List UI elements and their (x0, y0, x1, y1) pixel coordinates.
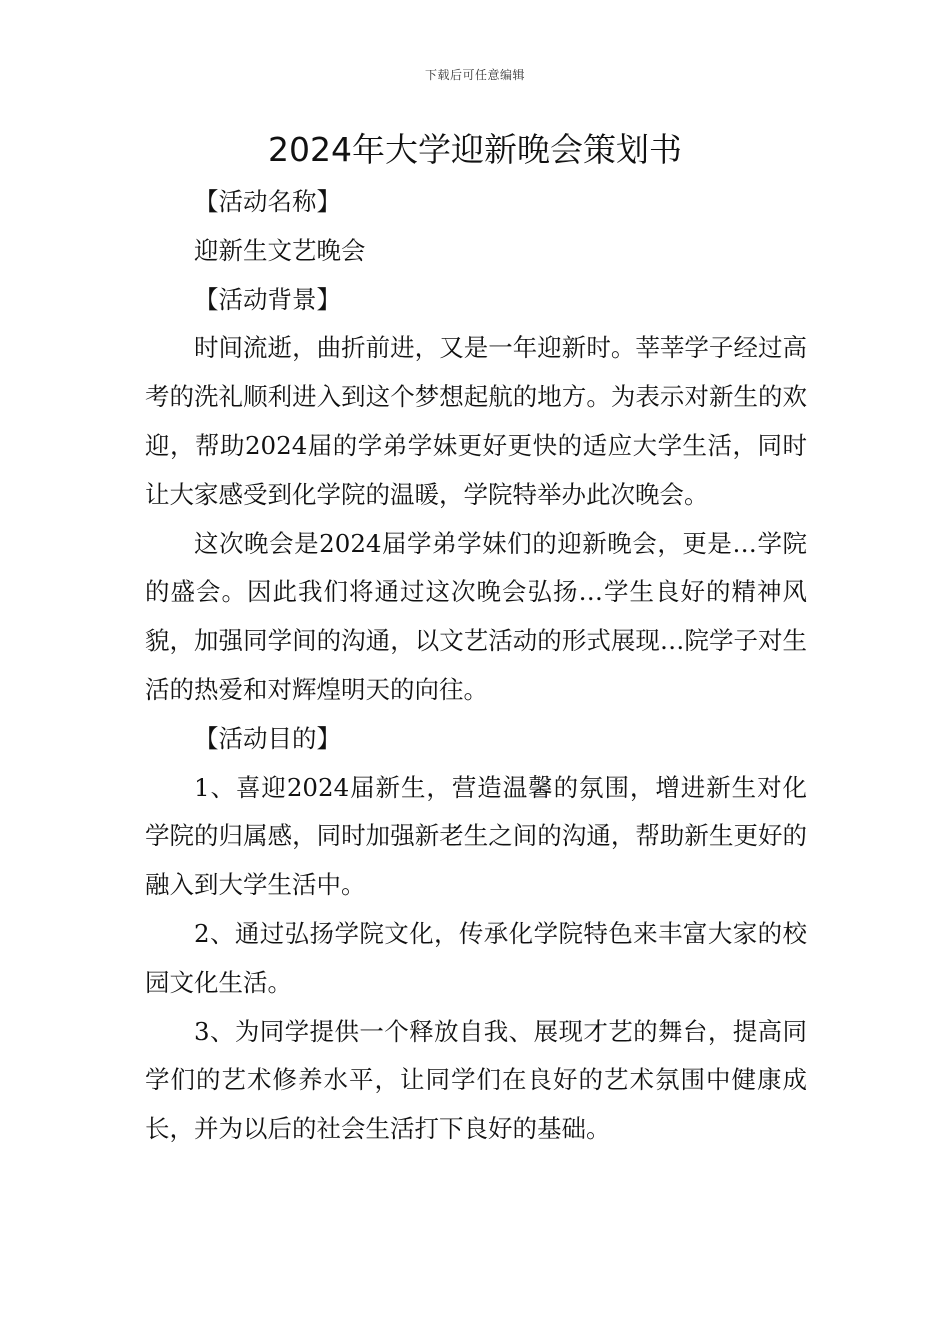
section-heading-purpose: 【活动目的】 (194, 723, 341, 753)
document-body (145, 178, 807, 1154)
background-paragraph-2: 这次晚会是2024届学弟学妹们的迎新晚会，更是…学院的盛会。因此我们将通过这次晚会弘扬…学生良好的精神风貌，加强同学间的沟通，以文艺活动的形式展现…院学子对生活的热爱和对辉煌明天的向往。 (145, 528, 807, 704)
section-heading-background: 【活动背景】 (194, 284, 341, 314)
section-heading-activity-name: 【活动名称】 (194, 187, 341, 216)
purpose-item-1: 1、喜迎2024届新生，营造温馨的氛围，增进新生对化学院的归属感，同时加强新老生之间的沟通，帮助新生更好的融入到大学生活中。 (145, 772, 807, 900)
document-title: 2024年大学迎新晚会策划书 (268, 130, 682, 169)
background-paragraph-1: 时间流逝，曲折前进，又是一年迎新时。莘莘学子经过高考的洗礼顺利进入到这个梦想起航的地方。为表示对新生的欢迎，帮助2024届的学弟学妹更好更快的适应大学生活，同时让大家感受到化学院的温暖，学院特举办此次晚会。 (145, 333, 807, 509)
purpose-item-2: 2、通过弘扬学院文化，传承化学院特色来丰富大家的校园文化生活。 (145, 918, 807, 997)
activity-name-text: 迎新生文艺晚会 (194, 235, 366, 265)
purpose-item-3: 3、为同学提供一个释放自我、展现才艺的舞台，提高同学们的艺术修养水平，让同学们在良好的艺术氛围中健康成长，并为以后的社会生活打下良好的基础。 (145, 1016, 807, 1144)
page-header-note: 下载后可任意编辑 (424, 68, 525, 82)
